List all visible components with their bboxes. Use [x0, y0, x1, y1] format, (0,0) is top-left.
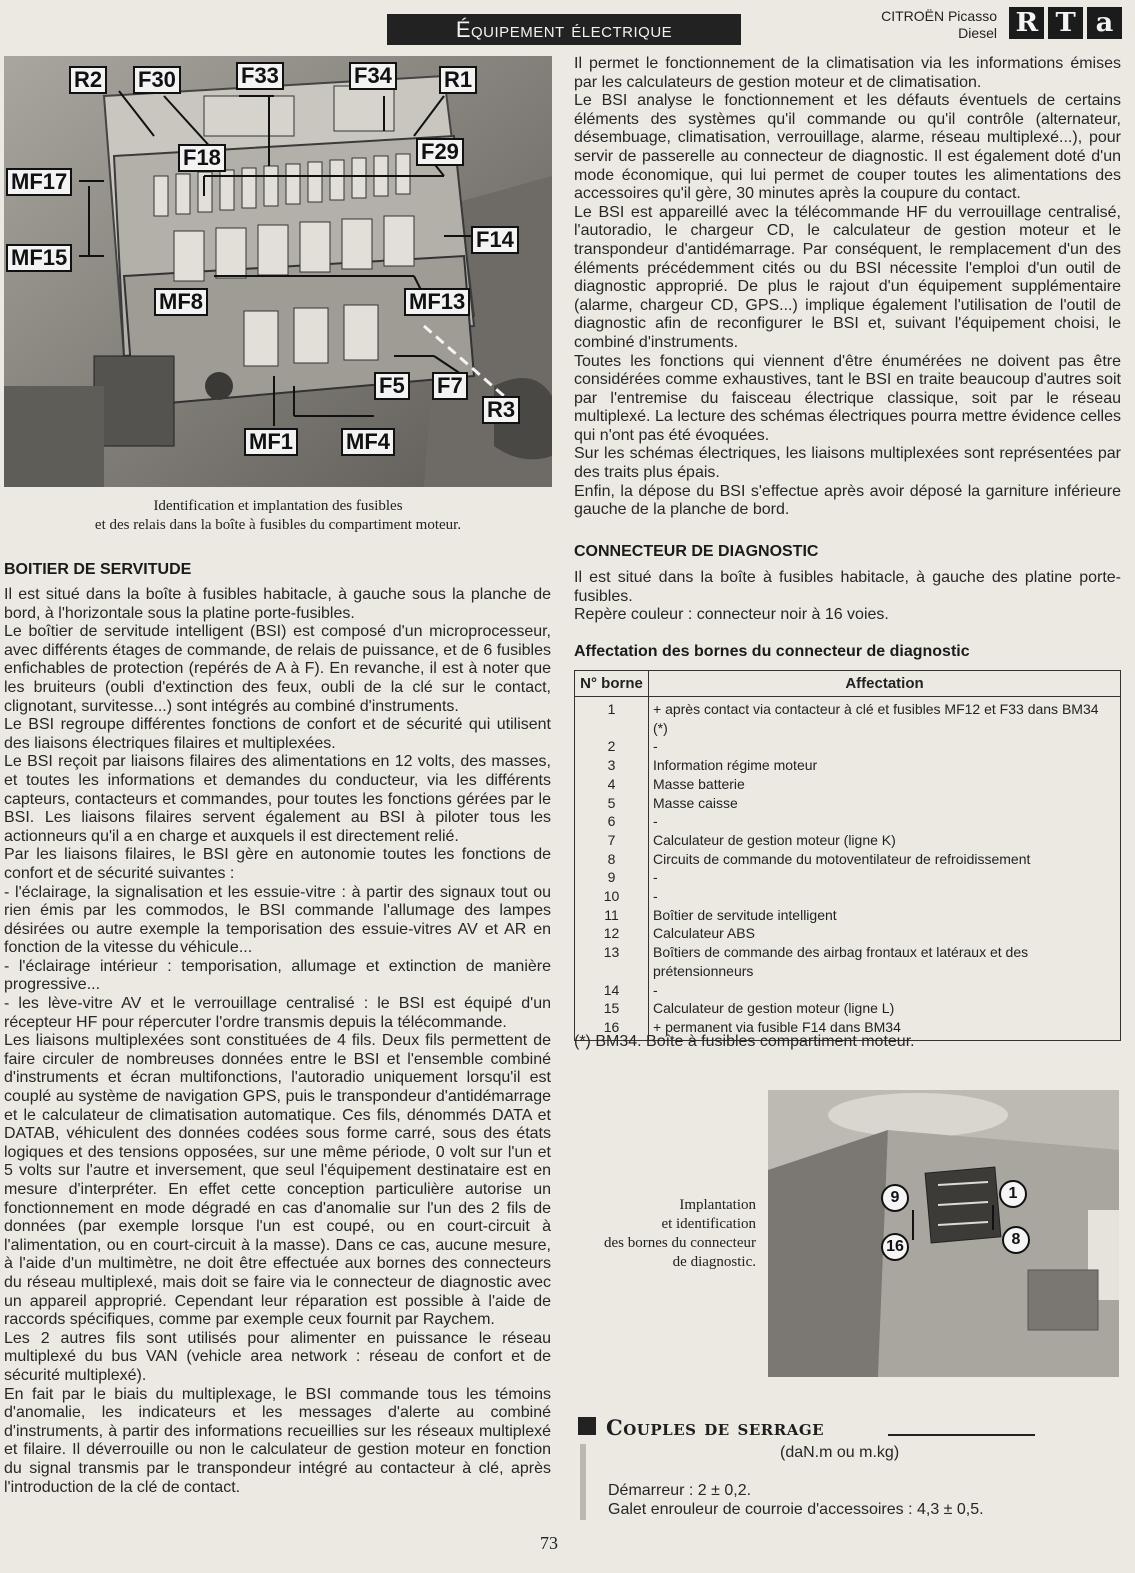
- col-borne-header: N° borne: [575, 671, 649, 697]
- table-row: 1 + après contact via contacteur à clé et fusibles MF12 et F33 dans BM34 (*): [575, 697, 1121, 738]
- paragraph: - l'éclairage intérieur : temporisation, allumage et extinction de manière progressive...: [4, 957, 551, 994]
- paragraph: Enfin, la dépose du BSI s'effectue après avoir déposé la garniture inférieure gauche de la planche de bord.: [574, 482, 1121, 519]
- table-row: 2 -: [575, 737, 1121, 756]
- boitier-heading: BOITIER DE SERVITUDE: [4, 561, 192, 578]
- vehicle-brand: [881, 8, 997, 42]
- paragraph: Les liaisons multiplexées sont constituées de 4 fils. Deux fils permettent de faire circuler de nombreuses données entre le BSI et l'ensemble combiné d'instruments et écran multifonctions, l'autoradio uniquement lorsqu'il est couplé au système de navigation GPS, puis le transpondeur d'antidémarrage et le calculateur de climatisation automatique. Ces fils, dénommés DATA et DATAB, véhiculent des données codées sous forme carré, sous des états logiques et des tensions opposées, sur une même période, 0 volt sur l'un et 5 volts sur l'autre et inversement, que seul l'équipement destinataire est en mesure d'interpréter. En effet cette conception particulière autorise un fonctionnement en mode dégradé en cas d'anomalie sur l'un des 2 fils de données (par exemple lorsque l'un est coupé, ou en court-circuit à l'alimentation, ou en court-circuit à la masse). Dans ce cas, aucune mesure, à l'aide d'un multimètre, ne doit être effectuée aux bornes des connecteurs du réseau multiplexé, mais doit se faire via le connecteur de diagnostic avec un appareil approprié. Cependant leur réparation est possible à l'aide de raccords spécifiques, comme par exemple ceux fournit par Raychem.: [4, 1032, 551, 1329]
- paragraph: Repère couleur : connecteur noir à 16 voies.: [574, 606, 889, 624]
- couples-unit: (daN.m ou m.kg): [780, 1444, 900, 1461]
- couples-heading: Couples de serrage: [606, 1415, 825, 1440]
- paragraph: - l'éclairage, la signalisation et les essuie-vitre : à partir des signaux tout ou rien émis par les commodos, le BSI commande l'allumage des lampes désirées ou autre exemple la temporisation des essuie-vitres AV et AR en fonction de la vitesse du véhicule...: [4, 883, 551, 957]
- fuse-label-f30: F30: [133, 66, 181, 94]
- fuse-label-f14: F14: [471, 226, 519, 254]
- connecteur-heading: CONNECTEUR DE DIAGNOSTIC: [574, 543, 819, 560]
- table-title: Affectation des bornes du connecteur de diagnostic: [574, 643, 970, 660]
- rta-logo-letter: a: [1087, 7, 1122, 39]
- fuse-photo-caption: Identification et implantation des fusibles et des relais dans la boîte à fusibles du compartiment moteur.: [94, 498, 462, 533]
- dashboard-illustration: [768, 1090, 1119, 1377]
- pin-16-marker: 16: [881, 1233, 909, 1261]
- paragraph: Il permet le fonctionnement de la climatisation via les informations émises par les calculateurs de gestion moteur et de climatisation.: [574, 55, 1121, 91]
- page-number: 73: [540, 1533, 558, 1553]
- paragraph: Par les liaisons filaires, le BSI gère en autonomie toutes les fonctions de confort et de sécurité suivantes :: [4, 846, 551, 882]
- table-row: 6 -: [575, 812, 1121, 831]
- rta-logo-letter: T: [1048, 7, 1083, 39]
- fuse-label-r3: R3: [482, 396, 520, 424]
- boitier-text: [4, 586, 551, 1497]
- fuse-label-mf15: MF15: [6, 244, 72, 272]
- table-row: 14 -: [575, 981, 1121, 1000]
- fuse-label-mf13: MF13: [404, 288, 470, 316]
- fuse-label-mf17: MF17: [6, 168, 72, 196]
- paragraph: Le BSI est appareillé avec la télécommande HF du verrouillage centralisé, l'autoradio, le chargeur CD, le calculateur de gestion moteur et le transpondeur d'antidémarrage. Par conséquent, le remplacement d'un des éléments précédemment cités ou du BSI nécessite l'emploi d'un outil de diagnostic approprié. De plus le rajout d'un équipement supplémentaire (alarme, chargeur CD, GPS...) implique également l'utilisation de l'outil de diagnostic afin de reconfigurer le BSI et, suivant l'équipement choisi, le combiné d'instruments.: [574, 203, 1121, 351]
- table-row: 12 Calculateur ABS: [575, 924, 1121, 943]
- paragraph: Les 2 autres fils sont utilisés pour alimenter en puissance le réseau multiplexé du bus VAN (vehicle area network : réseau de confort et de sécurité multiplexé).: [4, 1329, 551, 1384]
- fuse-label-f34: F34: [349, 62, 397, 90]
- table-row: 16 + permanent via fusible F14 dans BM34: [575, 1018, 1121, 1040]
- connecteur-text: [574, 569, 1121, 625]
- fuse-label-mf8: MF8: [154, 288, 208, 316]
- table-row: 4 Masse batterie: [575, 775, 1121, 794]
- paragraph: Le boîtier de servitude intelligent (BSI) est composé d'un microprocesseur, avec différents étages de commande, de relais de puissance, et de 6 fusibles enfichables de protection (repérés de A à F). En revanche, il est à noter que les bruiteurs (oubli d'extinction des feux, oubli de la clé sur le contact, clignotant, survitesse...) sont intégrés au combiné d'instruments.: [4, 623, 551, 715]
- paragraph: Le BSI regroupe différentes fonctions de confort et de sécurité qui utilisent des liaisons électriques filaires et multiplexées.: [4, 716, 551, 752]
- table-row: 9 -: [575, 868, 1121, 887]
- section-square-icon: [578, 1417, 596, 1435]
- vehicle-model: CITROËN Picasso: [881, 8, 997, 24]
- pin-8-marker: 8: [1002, 1226, 1030, 1254]
- fuse-label-f5: F5: [374, 372, 410, 400]
- fuse-label-r1: R1: [439, 66, 477, 94]
- diagnostic-connector-photo: [768, 1090, 1119, 1377]
- table-row: 8 Circuits de commande du motoventilateur de refroidissement: [575, 850, 1121, 869]
- paragraph: Toutes les fonctions qui viennent d'être énumérées ne doivent pas être considérées comme exhaustives, tant le BSI en traite beaucoup d'autres soit par l'entremise du faisceau électrique classique, soit par le réseau multiplexé. La lecture des schémas électriques pourra mettre évidence celles qui n'ont pas été évoquées.: [574, 352, 1121, 444]
- rta-logo-letter: R: [1009, 7, 1044, 39]
- paragraph: En fait par le biais du multiplexage, le BSI commande tous les témoins d'anomalie, les indicateurs et les messages d'alerte au combiné d'instruments, à partir des informations recueillies sur les réseaux multiplexé et filaire. Il déverrouille ou non le calculateur de gestion moteur en fonction du signal transmis par le transpondeur intégré au contacteur à clé, après l'introduction de la clé de contact.: [4, 1385, 551, 1496]
- fuse-label-mf4: MF4: [341, 428, 395, 456]
- table-footnote: (*) BM34. Boîte à fusibles compartiment moteur.: [574, 1033, 915, 1050]
- paragraph: Sur les schémas électriques, les liaisons multiplexées sont représentées par des traits plus épais.: [574, 445, 1121, 482]
- diag-photo-caption: Implantation et identification des bornes du connecteur de diagnostic.: [603, 1197, 756, 1270]
- paragraph: Le BSI analyse le fonctionnement et les défauts éventuels de certains éléments des systèmes qu'il commande ou qu'il contrôle (alternateur, désembuage, climatisation, verrouillage, alarme, réseau multiplexé...), pour servir de passerelle au connecteur de diagnostic. Il est également doté d'un mode économique, qui lui permet de couper toutes les alimentations des accessoires qu'il gère, 30 minutes après la coupure du contact.: [574, 92, 1121, 203]
- torque-galet: Galet enrouleur de courroie d'accessoires : 4,3 ± 0,5.: [608, 1500, 984, 1518]
- paragraph: Il est situé dans la boîte à fusibles habitacle, à gauche sous la planche de bord, à l'horizontale sous la platine porte-fusibles.: [4, 586, 551, 622]
- couples-values: [608, 1482, 984, 1519]
- table-row: 10 -: [575, 887, 1121, 906]
- table-row: 5 Masse caisse: [575, 794, 1121, 813]
- vehicle-engine: Diesel: [958, 25, 997, 41]
- table-row: 11 Boîtier de servitude intelligent: [575, 906, 1121, 925]
- fuse-box-photo: [4, 56, 552, 487]
- fuse-label-f18: F18: [178, 144, 226, 172]
- diagnostic-pin-table: [574, 670, 1121, 1041]
- bsi-text-continued: [574, 55, 1121, 520]
- heading-rule: [888, 1434, 1035, 1436]
- fuse-label-f29: F29: [416, 138, 464, 166]
- col-affectation-header: Affectation: [649, 671, 1121, 697]
- pin-1-marker: 1: [999, 1180, 1027, 1208]
- paragraph: Il est situé dans la boîte à fusibles habitacle, à gauche des platine porte-fusibles.: [574, 569, 1121, 605]
- fuse-label-mf1: MF1: [244, 428, 298, 456]
- fuse-label-r2: R2: [69, 66, 107, 94]
- table-row: 7 Calculateur de gestion moteur (ligne K): [575, 831, 1121, 850]
- torque-demarreur: Démarreur : 2 ± 0,2.: [608, 1482, 752, 1499]
- paragraph: - les lève-vitre AV et le verrouillage centralisé : le BSI est équipé d'un récepteur HF pour répercuter l'ordre transmis depuis la télécommande.: [4, 995, 551, 1031]
- table-row: 13 Boîtiers de commande des airbag frontaux et latéraux et des prétensionneurs: [575, 943, 1121, 980]
- table-row: 3 Information régime moteur: [575, 756, 1121, 775]
- paragraph: Le BSI reçoit par liaisons filaires des alimentations en 12 volts, des masses, et toutes les informations et demandes du conducteur, via les différents capteurs, contacteurs et commandes, pour toutes les fonctions gérées par le BSI. Les liaisons filaires servent également au BSI à piloter tous les actionneurs qu'il a en charge et auxquels il est directement relié.: [4, 753, 551, 845]
- fuse-label-f7: F7: [432, 372, 468, 400]
- table-row: 15 Calculateur de gestion moteur (ligne L): [575, 999, 1121, 1018]
- side-bar: [580, 1444, 586, 1520]
- pin-9-marker: 9: [881, 1184, 909, 1212]
- fuse-box-illustration: [4, 56, 552, 487]
- section-title-banner: Équipement électrique: [387, 14, 741, 45]
- fuse-label-f33: F33: [236, 62, 284, 90]
